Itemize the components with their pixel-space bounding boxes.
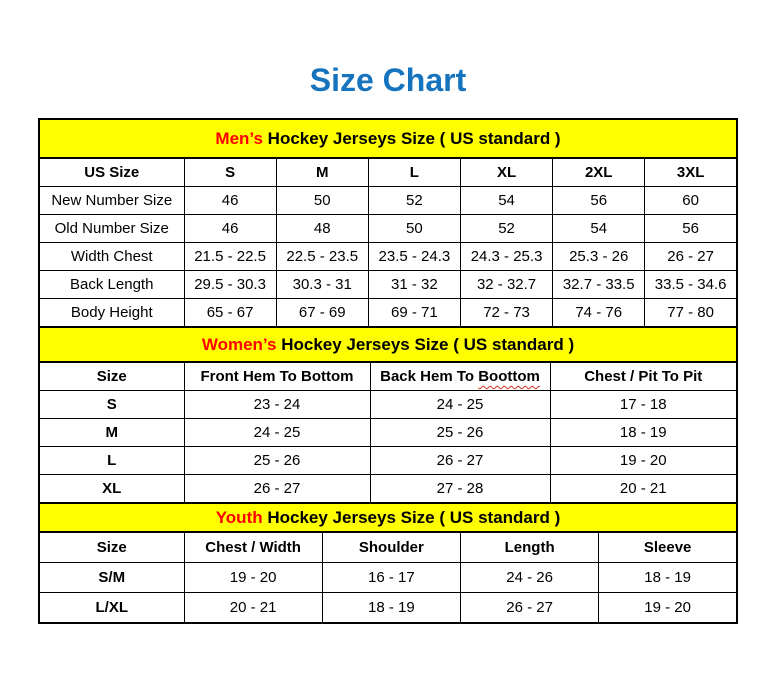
size-value: 52 [460, 215, 552, 243]
size-value: 22.5 - 23.5 [276, 243, 368, 271]
size-value: 32 - 32.7 [460, 271, 552, 299]
size-value: 26 - 27 [370, 447, 550, 475]
size-value: 65 - 67 [184, 299, 276, 328]
size-value: 25.3 - 26 [553, 243, 645, 271]
size-value: 72 - 73 [460, 299, 552, 328]
size-value: 29.5 - 30.3 [184, 271, 276, 299]
size-value: 24 - 26 [461, 563, 599, 593]
size-value: 20 - 21 [184, 593, 322, 624]
size-value: 20 - 21 [550, 475, 737, 504]
size-value: 30.3 - 31 [276, 271, 368, 299]
size-value: 24 - 25 [184, 419, 370, 447]
size-value: 32.7 - 33.5 [553, 271, 645, 299]
column-header-size: Size [39, 362, 184, 391]
column-header-us-size: US Size [39, 158, 184, 187]
size-value: 21.5 - 22.5 [184, 243, 276, 271]
column-header-m: M [276, 158, 368, 187]
youth-section-highlight: Youth [215, 507, 263, 527]
table-row-youth-lxl [39, 593, 737, 624]
size-value: 56 [553, 187, 645, 215]
size-value: 48 [276, 215, 368, 243]
size-value: 27 - 28 [370, 475, 550, 504]
size-value: 26 - 27 [184, 475, 370, 504]
row-label: Old Number Size [39, 215, 184, 243]
table-row-youth-sm [39, 563, 737, 593]
size-value: 46 [184, 215, 276, 243]
womens-section-highlight: Women’s [201, 334, 277, 354]
column-header-length: Length [461, 532, 599, 563]
size-value: 19 - 20 [599, 593, 737, 624]
row-label: XL [39, 475, 184, 504]
row-label: Body Height [39, 299, 184, 328]
page-title: Size Chart [309, 62, 467, 98]
row-label: New Number Size [39, 187, 184, 215]
size-value: 23.5 - 24.3 [368, 243, 460, 271]
size-value: 18 - 19 [550, 419, 737, 447]
size-value: 54 [460, 187, 552, 215]
size-value: 31 - 32 [368, 271, 460, 299]
size-value: 23 - 24 [184, 391, 370, 419]
mens-section-title: Hockey Jerseys Size ( US standard ) [262, 128, 561, 148]
size-value: 17 - 18 [550, 391, 737, 419]
table-row-womens-l [39, 447, 737, 475]
size-value: 24.3 - 25.3 [460, 243, 552, 271]
size-value: 50 [276, 187, 368, 215]
size-value: 25 - 26 [184, 447, 370, 475]
womens-section-header [38, 326, 738, 363]
size-value: 60 [645, 187, 737, 215]
size-value: 26 - 27 [461, 593, 599, 624]
size-chart [38, 118, 738, 624]
column-header-shoulder: Shoulder [322, 532, 460, 563]
mens-header-row [39, 158, 737, 187]
column-header-chest-pit: Chest / Pit To Pit [550, 362, 737, 391]
size-value: 18 - 19 [322, 593, 460, 624]
table-row-womens-xl [39, 475, 737, 504]
size-value: 50 [368, 215, 460, 243]
youth-section-title: Hockey Jerseys Size ( US standard ) [262, 507, 561, 527]
table-row-womens-m [39, 419, 737, 447]
size-value: 54 [553, 215, 645, 243]
youth-section-header [38, 502, 738, 533]
column-header-front-hem: Front Hem To Bottom [184, 362, 370, 391]
column-header-2xl: 2XL [553, 158, 645, 187]
womens-size-table [38, 361, 738, 504]
table-row-width-chest [39, 243, 737, 271]
size-value: 16 - 17 [322, 563, 460, 593]
womens-section-title: Hockey Jerseys Size ( US standard ) [276, 334, 575, 354]
column-header-sleeve: Sleeve [599, 532, 737, 563]
misspelled-word: Boottom [478, 368, 540, 385]
size-value: 67 - 69 [276, 299, 368, 328]
column-header-back-hem-prefix: Back Hem To [380, 368, 479, 385]
size-value: 69 - 71 [368, 299, 460, 328]
row-label: L/XL [39, 593, 184, 624]
column-header-chest-width: Chest / Width [184, 532, 322, 563]
mens-size-table [38, 157, 738, 328]
size-value: 56 [645, 215, 737, 243]
table-row-old-number-size [39, 215, 737, 243]
row-label: S/M [39, 563, 184, 593]
row-label: S [39, 391, 184, 419]
table-row-back-length [39, 271, 737, 299]
table-row-womens-s [39, 391, 737, 419]
size-value: 24 - 25 [370, 391, 550, 419]
size-value: 25 - 26 [370, 419, 550, 447]
size-value: 33.5 - 34.6 [645, 271, 737, 299]
row-label: M [39, 419, 184, 447]
row-label: L [39, 447, 184, 475]
size-value: 19 - 20 [184, 563, 322, 593]
row-label: Back Length [39, 271, 184, 299]
mens-section-header [38, 118, 738, 159]
youth-size-table [38, 531, 738, 624]
table-row-new-number-size [39, 187, 737, 215]
size-value: 18 - 19 [599, 563, 737, 593]
size-value: 26 - 27 [645, 243, 737, 271]
column-header-s: S [184, 158, 276, 187]
column-header-back-hem [370, 362, 550, 391]
size-value: 74 - 76 [553, 299, 645, 328]
table-row-body-height [39, 299, 737, 328]
youth-header-row [39, 532, 737, 563]
size-value: 52 [368, 187, 460, 215]
row-label: Width Chest [39, 243, 184, 271]
size-value: 77 - 80 [645, 299, 737, 328]
column-header-xl: XL [460, 158, 552, 187]
column-header-3xl: 3XL [645, 158, 737, 187]
size-value: 46 [184, 187, 276, 215]
column-header-l: L [368, 158, 460, 187]
womens-header-row [39, 362, 737, 391]
column-header-size: Size [39, 532, 184, 563]
mens-section-highlight: Men’s [215, 128, 263, 148]
size-value: 19 - 20 [550, 447, 737, 475]
